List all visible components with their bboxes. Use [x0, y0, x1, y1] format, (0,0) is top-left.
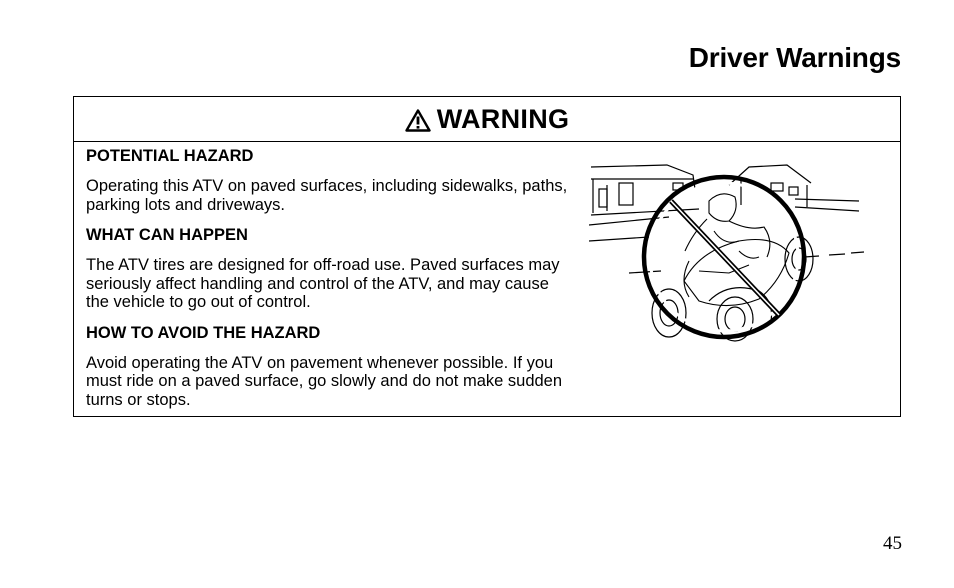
no-atv-on-pavement-illustration — [589, 161, 864, 361]
warning-title: WARNING — [436, 103, 570, 134]
atv-rider-illustration — [684, 194, 789, 306]
section-text-how-to-avoid: Avoid operating the ATV on pavement whenever possible. If you must ride on a paved surface, go slowly and do not make sudden turns or stops. — [86, 353, 563, 409]
warning-box — [73, 96, 901, 417]
section-heading-potential-hazard: POTENTIAL HAZARD — [86, 147, 254, 165]
warning-triangle-icon — [405, 109, 431, 132]
section-text-what-can-happen: The ATV tires are designed for off-road use. Paved surfaces may seriously affect handling and control of the ATV, and may cause the vehicle to go out of control. — [86, 256, 560, 311]
page-title: Driver Warnings — [688, 42, 901, 73]
page-number: 45 — [883, 533, 902, 554]
section-heading-what-can-happen: WHAT CAN HAPPEN — [86, 226, 248, 244]
warning-header — [74, 97, 900, 142]
section-heading-how-to-avoid: HOW TO AVOID THE HAZARD — [86, 323, 321, 342]
warning-content — [86, 147, 572, 421]
section-text-potential-hazard: Operating this ATV on paved surfaces, including sidewalks, paths, parking lots and driveways. — [86, 177, 568, 214]
prohibition-sign-icon — [644, 177, 804, 337]
